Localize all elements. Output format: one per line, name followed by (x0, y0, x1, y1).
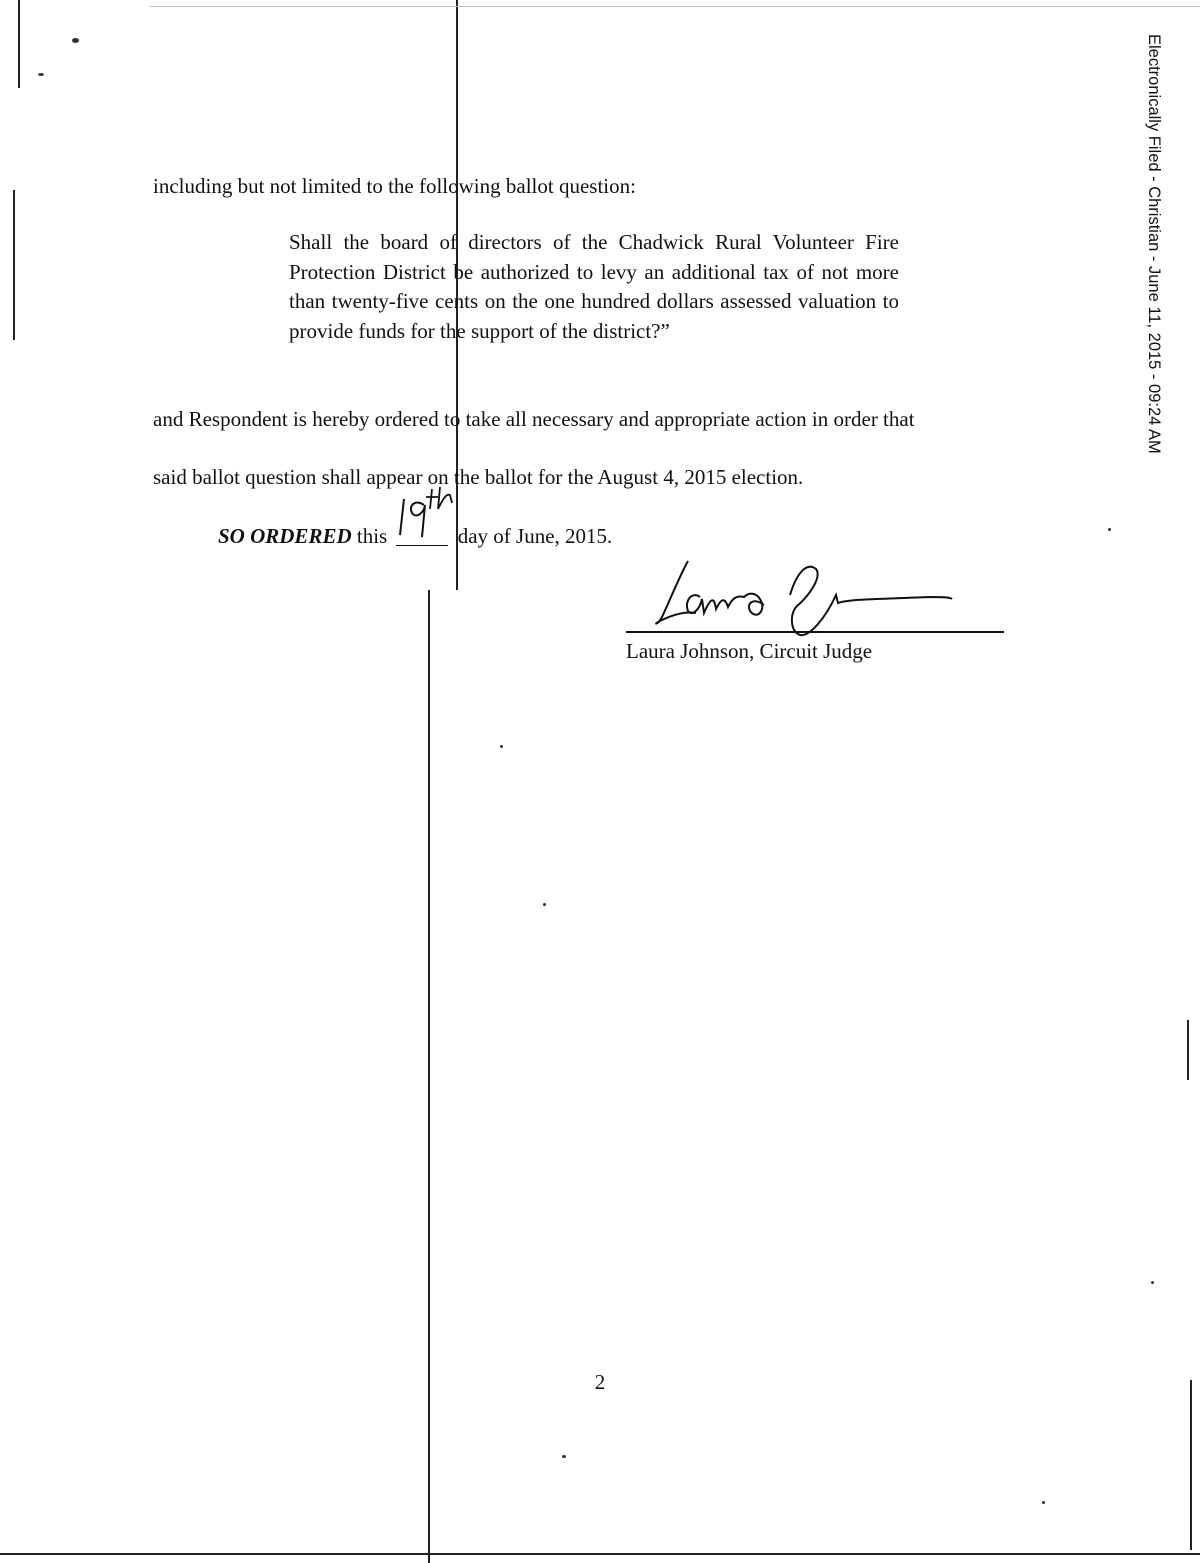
scan-speck (562, 1455, 566, 1458)
scan-left-edge-mark (18, 0, 20, 88)
scan-speck (1108, 528, 1111, 531)
order-line-1: and Respondent is hereby ordered to take all necessary and appropriate action in order that (153, 407, 915, 431)
so-ordered-prefix: this (356, 524, 388, 548)
so-ordered-line (218, 521, 612, 551)
order-line-2: said ballot question shall appear on the ballot for the August 4, 2015 election. (153, 465, 804, 489)
scan-right-edge-mark (1187, 1020, 1189, 1080)
scan-speck (72, 38, 79, 43)
intro-line: including but not limited to the following ballot question: (153, 174, 636, 198)
scan-speck (500, 745, 503, 748)
ballot-question: Shall the board of directors of the Chadwick Rural Volunteer Fire Protection District be authorized to levy an additional tax of not more than twenty-five cents on the one hundred dollars assessed valuation to provide funds for the support of the district?” (289, 230, 899, 343)
scan-top-border (150, 6, 1200, 7)
so-ordered-suffix: day of June, 2015. (457, 524, 613, 548)
so-ordered-label: SO ORDERED (218, 524, 352, 548)
scan-bottom-border (0, 1553, 1200, 1555)
scan-speck (543, 903, 546, 906)
scan-fold-line-lower (428, 590, 430, 1563)
scan-right-edge-mark (1190, 1380, 1192, 1550)
efiling-stamp: Electronically Filed - Christian - June 11, 2015 - 09:24 AM (1145, 34, 1163, 454)
scan-speck (1151, 1281, 1154, 1284)
scan-left-edge-mark (13, 190, 15, 340)
handwritten-day (392, 521, 452, 543)
page-number: 2 (594, 1370, 606, 1394)
scan-speck (1042, 1501, 1045, 1504)
judge-name-title: Laura Johnson, Circuit Judge (626, 639, 873, 663)
signature-line (626, 631, 1004, 633)
scan-speck (38, 73, 44, 76)
